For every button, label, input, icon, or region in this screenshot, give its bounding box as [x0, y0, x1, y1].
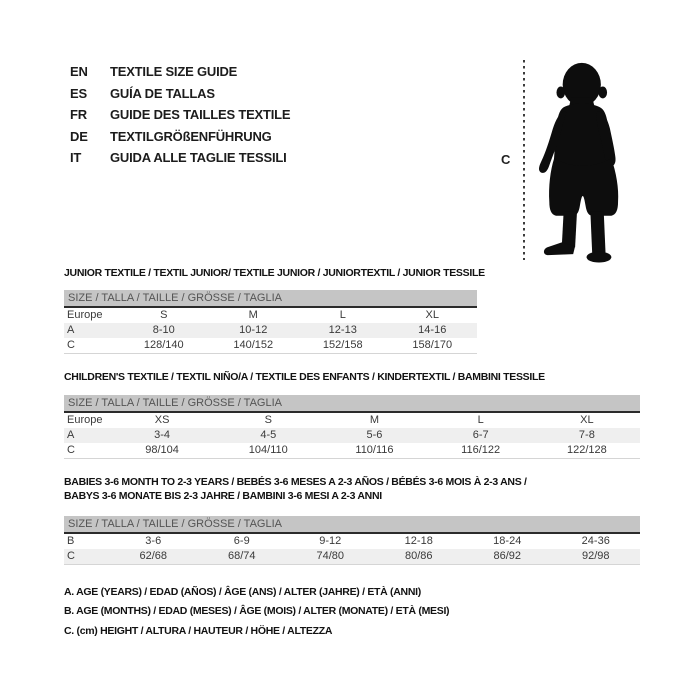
size-cell: 98/104 — [109, 443, 215, 459]
size-table-header-row — [64, 290, 477, 307]
size-figure — [497, 52, 647, 270]
height-dashed-line — [523, 60, 525, 260]
language-row — [70, 104, 290, 126]
size-cell: 24-36 — [581, 535, 610, 547]
size-cell: S — [160, 309, 168, 321]
row-label: C — [64, 443, 109, 459]
table-row — [64, 323, 477, 338]
table-row — [64, 443, 640, 459]
language-label: GUIDA ALLE TAGLIE TESSILI — [110, 150, 287, 165]
size-cell: 104/110 — [215, 443, 321, 459]
size-cell: 68/74 — [198, 549, 287, 565]
row-label: Europe — [67, 414, 103, 426]
row-label: A — [64, 428, 109, 443]
size-cell: 6-7 — [428, 428, 534, 443]
size-table-header-label: SIZE / TALLA / TAILLE / GRÖSSE / TAGLIA — [64, 290, 477, 307]
size-cell: L — [339, 309, 346, 321]
size-cell: 122/128 — [534, 443, 640, 459]
language-label: GUIDE DES TAILLES TEXTILE — [110, 107, 291, 122]
junior-size-table — [64, 290, 477, 354]
row-label: C — [64, 338, 119, 354]
table-row — [64, 428, 640, 443]
size-cell: 3-6 — [145, 535, 162, 547]
size-cell: 9-12 — [319, 535, 342, 547]
size-cell: 128/140 — [119, 338, 209, 354]
size-cell: 80/86 — [375, 549, 464, 565]
size-cell: 12-13 — [298, 323, 388, 338]
size-cell: M — [248, 309, 258, 321]
size-table-header-row — [64, 516, 640, 533]
note-line: C. (cm) HEIGHT / ALTURA / HAUTEUR / HÖHE / ALTEZZA — [64, 624, 333, 637]
size-cell: XL — [580, 414, 594, 426]
size-cell: 7-8 — [534, 428, 640, 443]
row-label: Europe — [67, 309, 103, 321]
size-table-header-row — [64, 395, 640, 412]
row-label: A — [64, 323, 119, 338]
size-cell: 6-9 — [233, 535, 250, 547]
size-cell: 5-6 — [321, 428, 427, 443]
size-cell: S — [264, 414, 272, 426]
children-size-table — [64, 395, 640, 459]
babies-size-table — [64, 516, 640, 565]
language-list — [70, 61, 290, 169]
language-code: DE — [70, 128, 88, 144]
language-row — [70, 126, 290, 148]
language-code: ES — [70, 85, 87, 101]
note-line: A. AGE (YEARS) / EDAD (AÑOS) / ÂGE (ANS) / ALTER (JAHRE) / ETÀ (ANNI) — [64, 586, 421, 598]
language-label: TEXTILE SIZE GUIDE — [110, 64, 238, 79]
size-cell: 92/98 — [552, 549, 641, 565]
baby-silhouette-icon — [535, 54, 640, 266]
table-row — [64, 412, 640, 428]
size-cell: XL — [425, 309, 439, 321]
size-cell: 140/152 — [209, 338, 299, 354]
note-line: B. AGE (MONTHS) / EDAD (MESES) / ÂGE (MOIS) / ALTER (MONATE) / ETÀ (MESI) — [64, 605, 450, 618]
size-cell: 14-16 — [388, 323, 478, 338]
children-table-title: CHILDREN'S TEXTILE / TEXTIL NIÑO/A / TEXTILE DES ENFANTS / KINDERTEXTIL / BAMBINI TESSILE — [64, 371, 545, 383]
table-row — [64, 338, 477, 354]
table-row — [64, 549, 640, 565]
row-label: B — [67, 535, 75, 547]
language-row — [70, 83, 290, 105]
size-cell: 4-5 — [215, 428, 321, 443]
language-row — [70, 61, 290, 83]
junior-table-title: JUNIOR TEXTILE / TEXTIL JUNIOR/ TEXTILE JUNIOR / JUNIORTEXTIL / JUNIOR TESSILE — [64, 267, 485, 279]
size-cell: 62/68 — [109, 549, 198, 565]
size-cell: 86/92 — [463, 549, 552, 565]
language-code: FR — [70, 107, 87, 122]
size-cell: XS — [154, 414, 170, 426]
size-cell: 152/158 — [298, 338, 388, 354]
babies-table-title-line2: BABYS 3-6 MONATE BIS 2-3 JAHRE / BAMBINI 3-6 MESI A 2-3 ANNI — [64, 489, 382, 502]
language-code: EN — [70, 64, 88, 79]
size-cell: 8-10 — [119, 323, 209, 338]
size-table-header-label: SIZE / TALLA / TAILLE / GRÖSSE / TAGLIA — [64, 395, 640, 412]
size-cell: L — [477, 414, 484, 426]
size-table-header-label: SIZE / TALLA / TAILLE / GRÖSSE / TAGLIA — [64, 516, 640, 533]
language-label: GUÍA DE TALLAS — [110, 85, 215, 101]
size-cell: 18-24 — [493, 535, 522, 547]
size-cell: 10-12 — [209, 323, 299, 338]
figure-measure-label: C — [501, 152, 511, 167]
size-cell: 158/170 — [388, 338, 478, 354]
legend-notes — [64, 583, 449, 641]
row-label: C — [64, 549, 109, 565]
language-label: TEXTILGRÖßENFÜHRUNG — [110, 128, 272, 144]
size-cell: 110/116 — [321, 443, 427, 459]
size-cell: 116/122 — [428, 443, 534, 459]
language-row — [70, 147, 290, 169]
size-cell: 12-18 — [404, 535, 433, 547]
language-code: IT — [70, 150, 82, 165]
size-cell: M — [369, 414, 380, 426]
table-row — [64, 307, 477, 323]
babies-table-title-line1: BABIES 3-6 MONTH TO 2-3 YEARS / BEBÉS 3-6 MESES A 2-3 AÑOS / BÉBÉS 3-6 MOIS À 2-3 ANS / — [64, 476, 527, 488]
table-row — [64, 533, 640, 549]
babies-table-title — [64, 476, 527, 503]
size-cell: 3-4 — [109, 428, 215, 443]
size-cell: 74/80 — [286, 549, 375, 565]
